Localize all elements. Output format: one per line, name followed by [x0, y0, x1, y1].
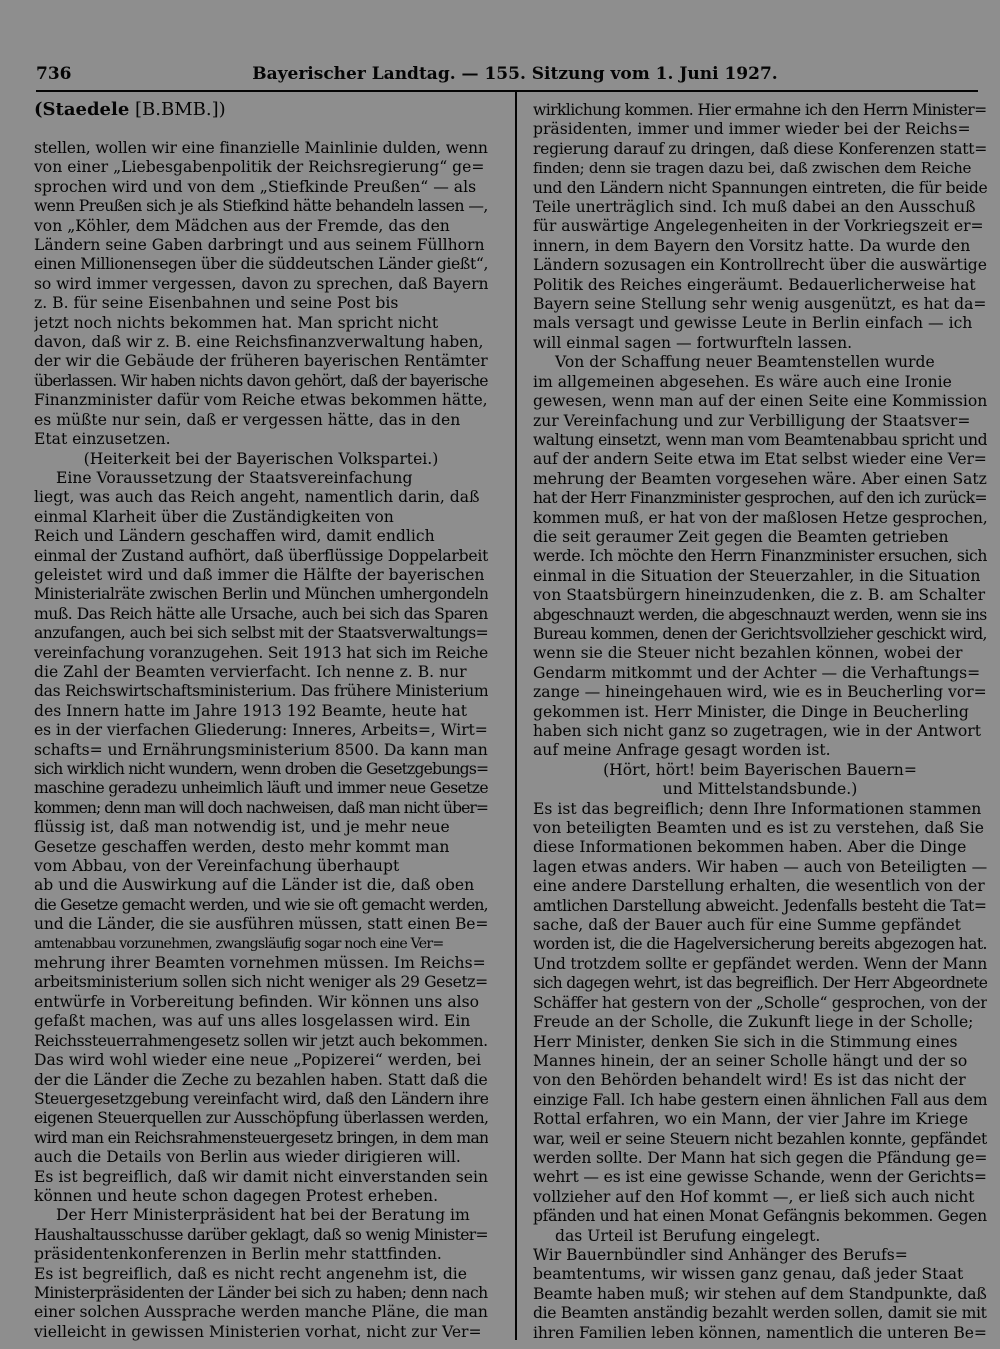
text-line: sich dagegen wehrt, ist das begreiflich. Der Herr Abgeordnete: [533, 974, 987, 993]
text-line: ihren Familien leben können, namentlich die unteren Be=: [533, 1323, 987, 1342]
text-line: vereinfachung voranzugehen. Seit 1913 hat sich im Reiche: [34, 643, 488, 662]
text-line: muß. Das Reich hätte alle Ursache, auch bei sich das Sparen: [34, 604, 488, 623]
text-line: eigenen Steuerquellen zur Ausschöpfung überlassen werden,: [34, 1109, 488, 1128]
text-line: sich wirklich nicht wundern, wenn droben die Gesetzgebungs=: [34, 760, 488, 778]
text-line: diese Informationen bekommen haben. Aber die Dinge: [533, 838, 967, 857]
text-line: Wir Bauernbündler sind Anhänger des Berufs=: [533, 1245, 908, 1264]
text-line: sprochen wird und von dem „Stiefkinde Preußen“ — als: [34, 177, 477, 196]
text-line: und die Länder, die sie ausführen müssen, statt einen Be=: [34, 915, 488, 934]
text-line: Freude an der Scholle, die Zukunft liege in der Scholle;: [533, 1013, 974, 1032]
text-line: Ländern seine Gaben darbringt und aus seinem Füllhorn: [34, 236, 485, 255]
text-line: sache, daß der Bauer auch für eine Summe gepfändet: [533, 916, 961, 935]
text-line: Es ist begreiflich, daß es nicht recht angenehm ist, die: [34, 1264, 468, 1283]
text-line: von Staatsbürgern hineinzudenken, die z. B. am Schalter: [533, 586, 986, 605]
text-line: abgeschnauzt werden, die abgeschnauzt werden, wenn sie ins: [533, 605, 987, 624]
text-line: wird man ein Reichsrahmensteuergesetz bringen, in dem man: [34, 1128, 488, 1147]
text-line: mehrung ihrer Beamten vornehmen müssen. Im Reichs=: [34, 954, 486, 973]
text-line: von beteiligten Beamten und es ist zu verstehen, daß Sie: [533, 819, 985, 838]
text-line: mehrung der Beamten vorgesehen wäre. Aber einen Satz: [533, 469, 987, 488]
text-line: vielleicht in gewissen Ministerien vorhat, nicht zur Ver=: [34, 1322, 482, 1341]
text-line: einmal in die Situation der Steuerzahler, in die Situation: [533, 566, 981, 585]
text-line: liegt, was auch das Reich angeht, namentlich darin, daß: [34, 488, 480, 507]
text-line: die Zahl der Beamten vervierfacht. Ich nenne z. B. nur: [34, 662, 467, 681]
text-line: die Gesetze gemacht werden, und wie sie oft gemacht werden,: [34, 895, 488, 914]
text-line: Bureau kommen, denen der Gerichtsvollzieher geschickt wird,: [533, 624, 987, 643]
text-line: pfänden und hat einen Monat Gefängnis bekommen. Gegen: [533, 1207, 987, 1226]
text-line: stellen, wollen wir eine finanzielle Mainlinie dulden, wenn: [34, 139, 488, 157]
text-line: werde. Ich möchte den Herrn Finanzminister ersuchen, sich: [533, 547, 987, 566]
text-line: Gendarm mitkommt und der Achter — die Verhaftungs=: [533, 663, 981, 682]
text-line: so wird immer vergessen, davon zu sprechen, daß Bayern: [34, 274, 488, 293]
text-line: Ministerpräsidenten der Länder bei sich zu haben; denn nach: [34, 1283, 488, 1302]
text-line: von einer „Liebesgabenpolitik der Reichsregierung“ ge=: [34, 158, 485, 177]
text-line: Ländern sozusagen ein Kontrollrecht über die auswärtige: [533, 256, 987, 275]
text-line: vom Abbau, von der Vereinfachung überhaupt: [34, 857, 400, 876]
text-line: Eine Voraussetzung der Staatsvereinfachung: [56, 468, 413, 487]
text-line: einmal Klarheit über die Zuständigkeiten von: [34, 507, 394, 526]
text-line: von „Köhler, dem Mädchen aus der Fremde, das den: [34, 216, 450, 235]
header-title: Bayerischer Landtag. — 155. Sitzung vom 1. Juni 1927.: [252, 64, 778, 84]
text-line: im allgemeinen abgesehen. Es wäre auch eine Ironie: [533, 372, 952, 391]
text-line: zur Vereinfachung und zur Verbilligung der Staatsver=: [533, 411, 971, 430]
text-line: gewesen, wenn man auf der einen Seite eine Kommission: [533, 392, 987, 411]
text-line: auch die Details von Berlin aus wieder dirigieren will.: [34, 1148, 461, 1167]
text-line: und Mittelstandsbunde.): [662, 780, 858, 799]
text-line: zange — hineingehauen wird, wie es in Beucherling vor=: [533, 683, 987, 702]
text-line: vollzieher auf den Hof kommt —, er ließ sich auch nicht: [533, 1187, 975, 1206]
text-line: Mannes hinein, der an seiner Scholle hängt und der so: [533, 1051, 968, 1070]
speaker-name: (Staedele: [34, 99, 130, 120]
text-line: einen Millionensegen über die süddeutschen Länder gießt“,: [34, 255, 488, 274]
text-line: mals versagt und gewisse Leute in Berlin einfach — ich: [533, 314, 973, 333]
text-line: maschine geradezu unheimlich läuft und immer neue Gesetze: [34, 779, 488, 798]
text-line: hat der Herr Finanzminister gesprochen, auf den ich zurück=: [533, 489, 987, 508]
text-line: wenn Preußen sich je als Stiefkind hätte behandeln lassen —,: [34, 197, 488, 216]
text-line: einzige Fall. Ich habe gestern einen ähnlichen Fall aus dem: [533, 1090, 987, 1109]
text-line: die Beamten anständig bezahlt werden sollen, damit sie mit: [533, 1304, 987, 1323]
text-line: einer solchen Aussprache werden manche Pläne, die man: [34, 1303, 488, 1322]
text-line: gekommen ist. Herr Minister, die Dinge in Beucherling: [533, 702, 969, 721]
text-line: (Heiterkeit bei der Bayerischen Volkspartei.): [83, 449, 439, 468]
right-column: [533, 101, 987, 1343]
text-line: des Innern hatte im Jahre 1913 192 Beamte, heute hat: [34, 701, 468, 720]
left-column: [34, 100, 488, 1342]
header-rule: [36, 90, 978, 92]
text-line: amtenabbau vorzunehmen, zwangsläufig sogar noch eine Ver=: [34, 935, 444, 952]
text-line: Das wird wohl wieder eine neue „Popizerei“ werden, bei: [34, 1051, 482, 1070]
speaker-party: [B.BMB.]): [129, 99, 226, 120]
text-line: amtlichen Darstellung abweicht. Jedenfalls besteht die Tat=: [533, 896, 987, 915]
text-line: der die Länder die Zeche zu bezahlen haben. Statt daß die: [34, 1070, 488, 1089]
text-line: Bayern seine Stellung sehr wenig ausgenützt, es hat da=: [533, 295, 987, 314]
right-column-text: [533, 101, 987, 1343]
text-line: anzufangen, auch bei sich selbst mit der Staatsverwaltungs=: [34, 624, 488, 643]
text-line: Haushaltausschusse darüber geklagt, daß so wenig Minister=: [34, 1225, 488, 1244]
text-line: und den Ländern nicht Spannungen eintreten, die für beide: [533, 178, 987, 197]
text-line: können und heute schon dagegen Protest erheben.: [34, 1186, 439, 1205]
text-line: davon, daß wir z. B. eine Reichsfinanzverwaltung haben,: [34, 333, 484, 352]
text-line: einmal der Zustand aufhört, daß überflüssige Doppelarbeit: [34, 546, 488, 565]
text-line: Rottal erfahren, wo ein Mann, der vier Jahre im Kriege: [533, 1110, 969, 1129]
text-line: es in der vierfachen Gliederung: Inneres, Arbeits=, Wirt=: [34, 721, 488, 740]
text-line: Der Herr Ministerpräsident hat bei der Beratung im: [56, 1206, 470, 1225]
text-line: überlassen. Wir haben nichts davon gehört, daß der bayerische: [34, 371, 488, 390]
text-line: Gesetze geschaffen werden, desto mehr kommt man: [34, 837, 450, 856]
text-line: ab und die Auswirkung auf die Länder ist die, daß oben: [34, 876, 475, 895]
text-line: Etat einzusetzen.: [34, 430, 171, 449]
left-column-text: [34, 139, 488, 1342]
text-line: Es ist begreiflich, daß wir damit nicht einverstanden sein: [34, 1167, 488, 1186]
text-line: waltung einsetzt, wenn man vom Beamtenabbau spricht und: [533, 430, 987, 449]
page-number: 736: [36, 64, 72, 84]
text-line: Reich und Ländern geschaffen wird, damit endlich: [34, 527, 435, 546]
text-line: Es ist das begreiflich; denn Ihre Informationen stammen: [533, 799, 982, 818]
text-line: Schäffer hat gestern von der „Scholle“ gesprochen, von der: [533, 993, 987, 1012]
text-line: gefaßt machen, was auf uns alles losgelassen wird. Ein: [34, 1012, 471, 1031]
text-line: (Hört, hört! beim Bayerischen Bauern=: [603, 760, 917, 779]
text-line: Herr Minister, denken Sie sich in die Stimmung eines: [533, 1032, 958, 1051]
text-line: wirklichung kommen. Hier ermahne ich den Herrn Minister=: [533, 101, 987, 119]
speaker-heading: [34, 100, 488, 124]
text-line: die seit geraumer Zeit gegen die Beamten getrieben: [533, 527, 949, 546]
text-line: Von der Schaffung neuer Beamtenstellen wurde: [555, 353, 935, 372]
text-line: eine andere Darstellung erhalten, die wesentlich von der: [533, 877, 985, 896]
text-line: wenn sie die Steuer nicht bezahlen können, wobei der: [533, 644, 963, 663]
text-line: jetzt noch nichts bekommen hat. Man spricht nicht: [34, 313, 439, 332]
text-line: geleistet wird und daß immer die Hälfte der bayerischen: [34, 565, 485, 584]
text-line: präsidentenkonferenzen in Berlin mehr stattfinden.: [34, 1245, 442, 1264]
text-line: kommen; denn man will doch nachweisen, daß man nicht über=: [34, 798, 488, 817]
text-line: war, weil er seine Steuern nicht bezahlen konnte, gepfändet: [533, 1129, 987, 1148]
text-line: das Reichswirtschaftsministerium. Das frühere Ministerium: [34, 682, 488, 701]
text-line: von den Behörden behandelt wird! Es ist das nicht der: [533, 1071, 966, 1090]
text-line: Finanzminister dafür vom Reiche etwas bekommen hätte,: [34, 391, 488, 410]
text-line: das Urteil ist Berufung eingelegt.: [555, 1226, 821, 1245]
text-line: wehrt — es ist eine gewisse Schande, wenn der Gerichts=: [533, 1168, 987, 1187]
text-line: der wir die Gebäude der früheren bayerischen Rentämter: [34, 352, 488, 371]
text-line: haben sich nicht ganz so zugetragen, wie in der Antwort: [533, 722, 981, 740]
text-line: auf meine Anfrage gesagt worden ist.: [533, 741, 831, 760]
text-line: werden sollte. Der Mann hat sich gegen die Pfändung ge=: [533, 1148, 987, 1167]
text-line: lagen etwas anders. Wir haben — auch von Beteiligten —: [533, 857, 987, 876]
column-divider: [515, 92, 517, 1340]
text-line: schafts= und Ernährungsministerium 8500. Da kann man: [34, 740, 488, 759]
text-line: flüssig ist, daß man notwendig ist, und je mehr neue: [34, 818, 450, 837]
text-line: Teile unerträglich sind. Ich muß dabei an den Ausschuß: [533, 198, 976, 217]
text-line: innern, in dem Bayern den Vorsitz hatte. Da wurde den: [533, 236, 971, 255]
text-line: es müßte nur sein, daß er vergessen hätte, das in den: [34, 410, 461, 429]
text-line: auf der andern Seite etwa im Etat selbst wieder eine Ver=: [533, 450, 987, 469]
text-line: Steuergesetzgebung vereinfacht wird, daß den Ländern ihre: [34, 1089, 488, 1108]
text-line: Reichssteuerrahmengesetz sollen wir jetzt auch bekommen.: [34, 1031, 488, 1050]
text-line: kommen muß, er hat von der maßlosen Hetze gesprochen,: [533, 508, 987, 527]
text-line: für auswärtige Angelegenheiten in der Vorkriegszeit er=: [533, 217, 984, 236]
text-line: Politik des Reiches eingeräumt. Bedauerlicherweise hat: [533, 275, 976, 294]
text-line: worden ist, die die Hagelversicherung bereits abgezogen hat.: [533, 935, 987, 954]
text-line: z. B. für seine Eisenbahnen und seine Post bis: [34, 294, 399, 313]
text-line: Ministerialräte zwischen Berlin und München umhergondeln: [34, 585, 488, 604]
text-line: Und trotzdem sollte er gepfändet werden. Wenn der Mann: [533, 954, 987, 973]
text-line: entwürfe in Vorbereitung befinden. Wir können uns also: [34, 992, 480, 1011]
text-line: arbeitsministerium sollen sich nicht weniger als 29 Gesetz=: [34, 973, 488, 992]
text-line: will einmal sagen — fortwurfteln lassen.: [533, 333, 853, 352]
text-line: regierung darauf zu dringen, daß diese Konferenzen statt=: [533, 139, 987, 158]
text-line: präsidenten, immer und immer wieder bei der Reichs=: [533, 120, 971, 139]
text-line: finden; denn sie tragen dazu bei, daß zwischen dem Reiche: [533, 159, 972, 178]
text-line: beamtentums, wir wissen ganz genau, daß jeder Staat: [533, 1265, 964, 1284]
text-line: Beamte haben muß; wir stehen auf dem Standpunkte, daß: [533, 1284, 987, 1303]
